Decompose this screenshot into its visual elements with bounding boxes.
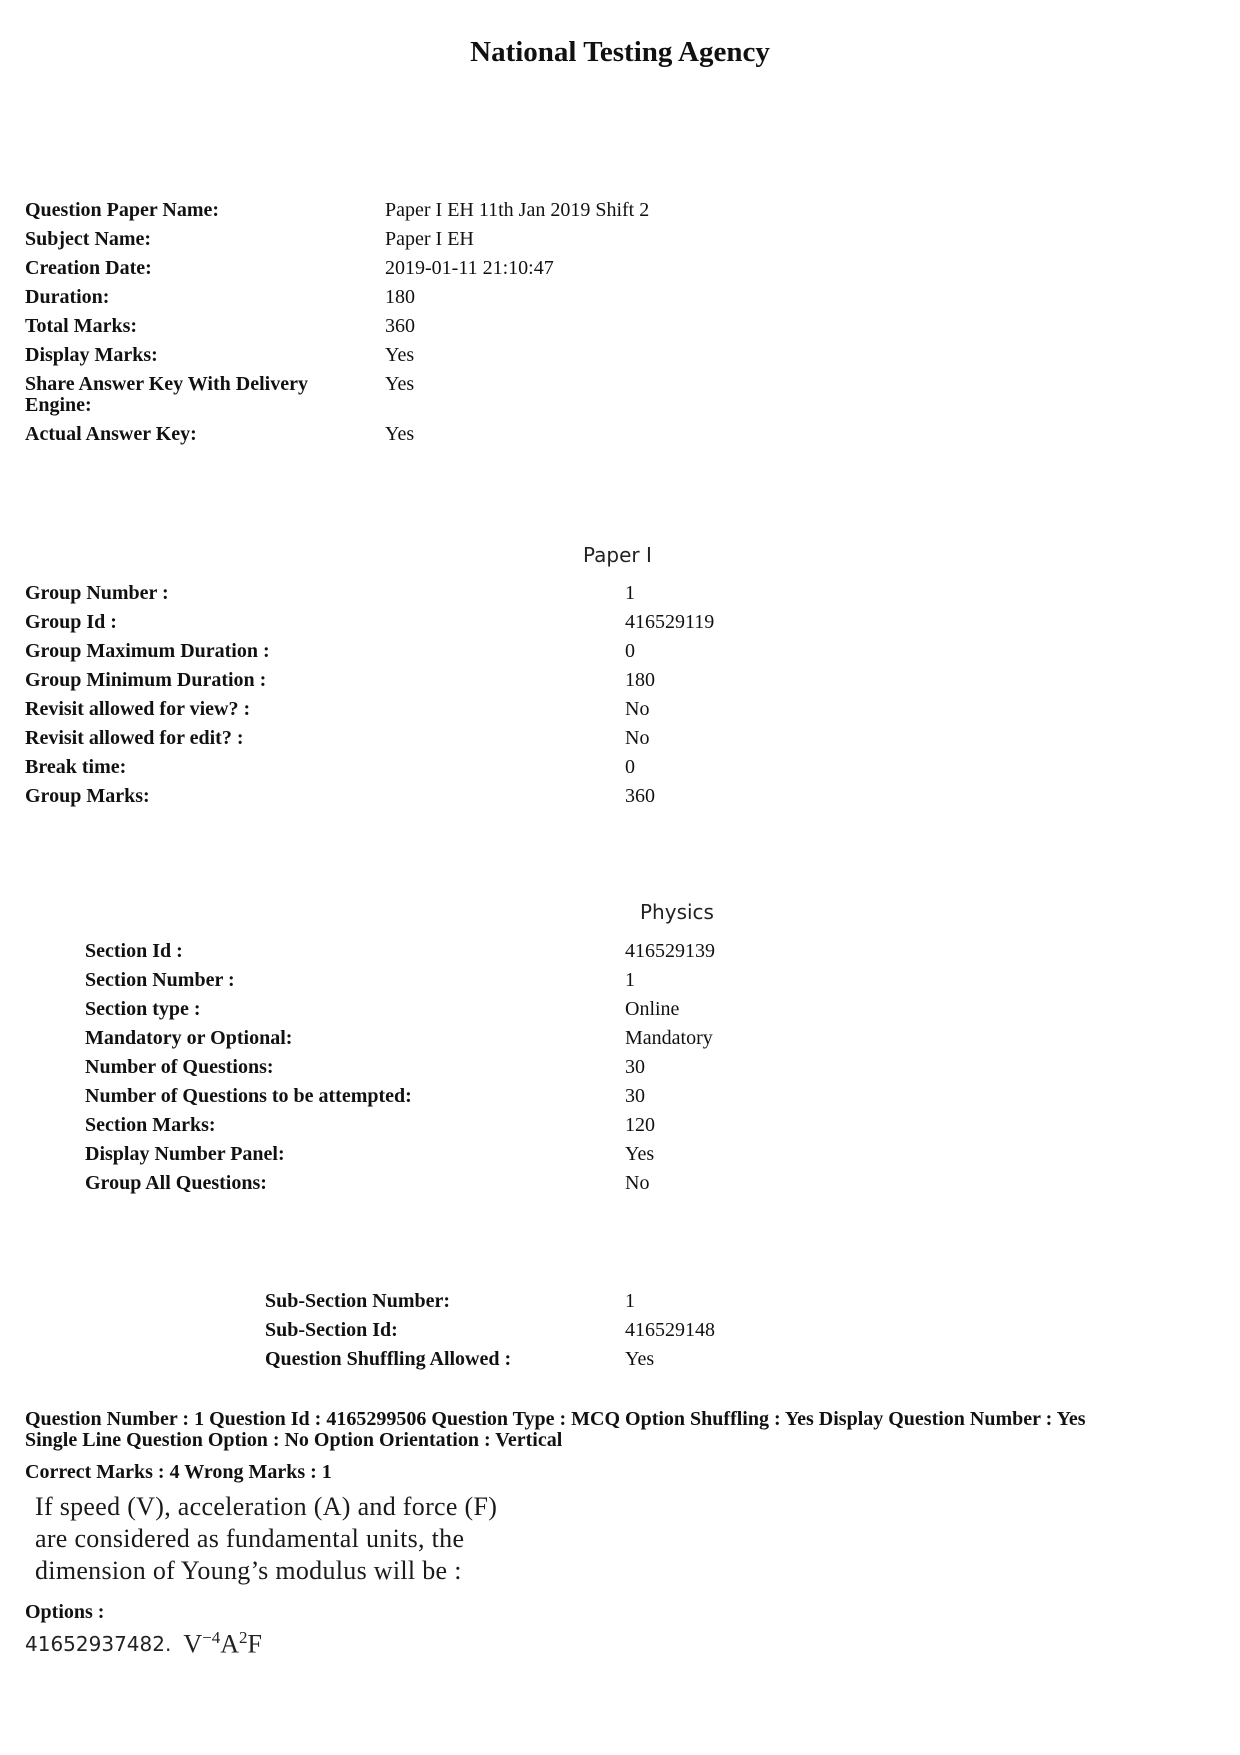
paper-meta-label: Creation Date: (25, 257, 152, 279)
subsection-meta-label: Question Shuffling Allowed : (265, 1348, 512, 1370)
subsection-meta-row (265, 1316, 715, 1345)
question-text-line: If speed (V), acceleration (A) and force (F) (35, 1492, 498, 1521)
group-meta-row (25, 579, 714, 608)
question-marks: Correct Marks : 4 Wrong Marks : 1 (25, 1461, 332, 1483)
question-header-line: Single Line Question Option : No Option Orientation : Vertical (25, 1429, 563, 1451)
paper-meta-value: Yes (385, 344, 415, 366)
paper-meta-value: Yes (385, 423, 415, 445)
section-meta-row (85, 1169, 715, 1198)
question-header (25, 1409, 1225, 1451)
section-meta-row (85, 937, 715, 966)
section-meta-row (85, 1082, 715, 1111)
question-text-line: are considered as fundamental units, the (35, 1524, 465, 1553)
paper-meta-row (25, 345, 649, 374)
group-meta-label: Break time: (25, 756, 127, 778)
group-meta-label: Revisit allowed for edit? : (25, 727, 244, 749)
section-meta-value: Yes (625, 1143, 655, 1165)
paper-meta-row (25, 229, 649, 258)
page-title: National Testing Agency (470, 36, 770, 68)
question-text-line: dimension of Young’s modulus will be : (35, 1556, 462, 1585)
group-meta-label: Group Maximum Duration : (25, 640, 270, 662)
paper-meta-label: Question Paper Name: (25, 199, 220, 221)
formula-base: A (220, 1629, 239, 1659)
subsection-meta-label: Sub-Section Id: (265, 1319, 398, 1341)
paper-meta-row (25, 258, 649, 287)
paper-meta-label: Share Answer Key With Delivery Engine: (25, 373, 308, 416)
section-meta-value: 416529139 (625, 940, 715, 962)
subsection-meta-value: Yes (625, 1348, 655, 1370)
section-meta-row (85, 995, 715, 1024)
paper-meta-value: 180 (385, 286, 415, 308)
section-meta-value: Online (625, 998, 680, 1020)
paper-meta-row (25, 316, 649, 345)
formula-base: F (247, 1629, 262, 1659)
question-text (35, 1491, 595, 1587)
paper-meta-label: Display Marks: (25, 344, 158, 366)
paper-meta-row (25, 200, 649, 229)
group-meta-value: 360 (625, 785, 655, 807)
section-meta-label: Section Id : (85, 940, 183, 962)
section-meta-label: Section Number : (85, 969, 235, 991)
section-heading: Physics (640, 900, 714, 924)
paper-meta-table (25, 200, 649, 453)
group-meta-table (25, 579, 714, 811)
group-meta-row (25, 637, 714, 666)
paper-meta-value: Yes (385, 373, 415, 395)
group-meta-value: 416529119 (625, 611, 715, 633)
group-meta-label: Group Marks: (25, 785, 150, 807)
subsection-meta-value: 1 (625, 1290, 635, 1312)
group-meta-row (25, 724, 714, 753)
paper-meta-label: Total Marks: (25, 315, 138, 337)
formula-exponent: 2 (238, 1628, 248, 1647)
options-label: Options : (25, 1601, 105, 1623)
section-meta-label: Number of Questions to be attempted: (85, 1085, 412, 1107)
section-meta-label: Mandatory or Optional: (85, 1027, 293, 1049)
group-meta-label: Group Minimum Duration : (25, 669, 267, 691)
section-meta-label: Group All Questions: (85, 1172, 267, 1194)
group-heading: Paper I (583, 543, 652, 567)
paper-meta-value: Paper I EH (385, 228, 474, 250)
section-meta-table (85, 937, 715, 1198)
group-meta-value: 0 (625, 640, 635, 662)
subsection-meta-table (265, 1287, 715, 1374)
section-meta-label: Number of Questions: (85, 1056, 274, 1078)
section-meta-row (85, 1111, 715, 1140)
section-meta-label: Section type : (85, 998, 201, 1020)
subsection-meta-value: 416529148 (625, 1319, 715, 1341)
group-meta-value: 1 (625, 582, 635, 604)
group-meta-label: Group Number : (25, 582, 169, 604)
formula-exponent: −4 (202, 1628, 221, 1647)
section-meta-row (85, 966, 715, 995)
option-formula (183, 1628, 262, 1660)
group-meta-row (25, 608, 714, 637)
section-meta-value: No (625, 1172, 650, 1194)
group-meta-label: Revisit allowed for view? : (25, 698, 251, 720)
paper-meta-value: 2019-01-11 21:10:47 (385, 257, 554, 279)
group-meta-row (25, 695, 714, 724)
option-item (25, 1628, 262, 1660)
section-meta-value: 1 (625, 969, 635, 991)
group-meta-value: 180 (625, 669, 655, 691)
paper-meta-row (25, 374, 649, 424)
group-meta-row (25, 782, 714, 811)
group-meta-row (25, 753, 714, 782)
paper-meta-label: Duration: (25, 286, 110, 308)
subsection-meta-row (265, 1345, 715, 1374)
question-header-line: Question Number : 1 Question Id : 4165299506 Question Type : MCQ Option Shuffling : Yes Display Question Number : Yes (25, 1408, 1086, 1430)
section-meta-row (85, 1053, 715, 1082)
group-meta-label: Group Id : (25, 611, 117, 633)
group-meta-row (25, 666, 714, 695)
paper-meta-label: Actual Answer Key: (25, 423, 197, 445)
group-meta-value: 0 (625, 756, 635, 778)
group-meta-value: No (625, 727, 650, 749)
paper-meta-value: Paper I EH 11th Jan 2019 Shift 2 (385, 199, 650, 221)
section-meta-row (85, 1024, 715, 1053)
section-meta-value: 120 (625, 1114, 655, 1136)
formula-base: V (183, 1629, 203, 1659)
paper-meta-label: Subject Name: (25, 228, 152, 250)
paper-meta-value: 360 (385, 315, 415, 337)
section-meta-label: Display Number Panel: (85, 1143, 285, 1165)
paper-meta-row (25, 287, 649, 316)
subsection-meta-row (265, 1287, 715, 1316)
section-meta-value: Mandatory (625, 1027, 713, 1049)
section-meta-value: 30 (625, 1085, 645, 1107)
paper-meta-row (25, 424, 649, 453)
section-meta-label: Section Marks: (85, 1114, 216, 1136)
section-meta-row (85, 1140, 715, 1169)
section-meta-value: 30 (625, 1056, 645, 1078)
option-id: 41652937482. (25, 1631, 172, 1656)
subsection-meta-label: Sub-Section Number: (265, 1290, 451, 1312)
group-meta-value: No (625, 698, 650, 720)
